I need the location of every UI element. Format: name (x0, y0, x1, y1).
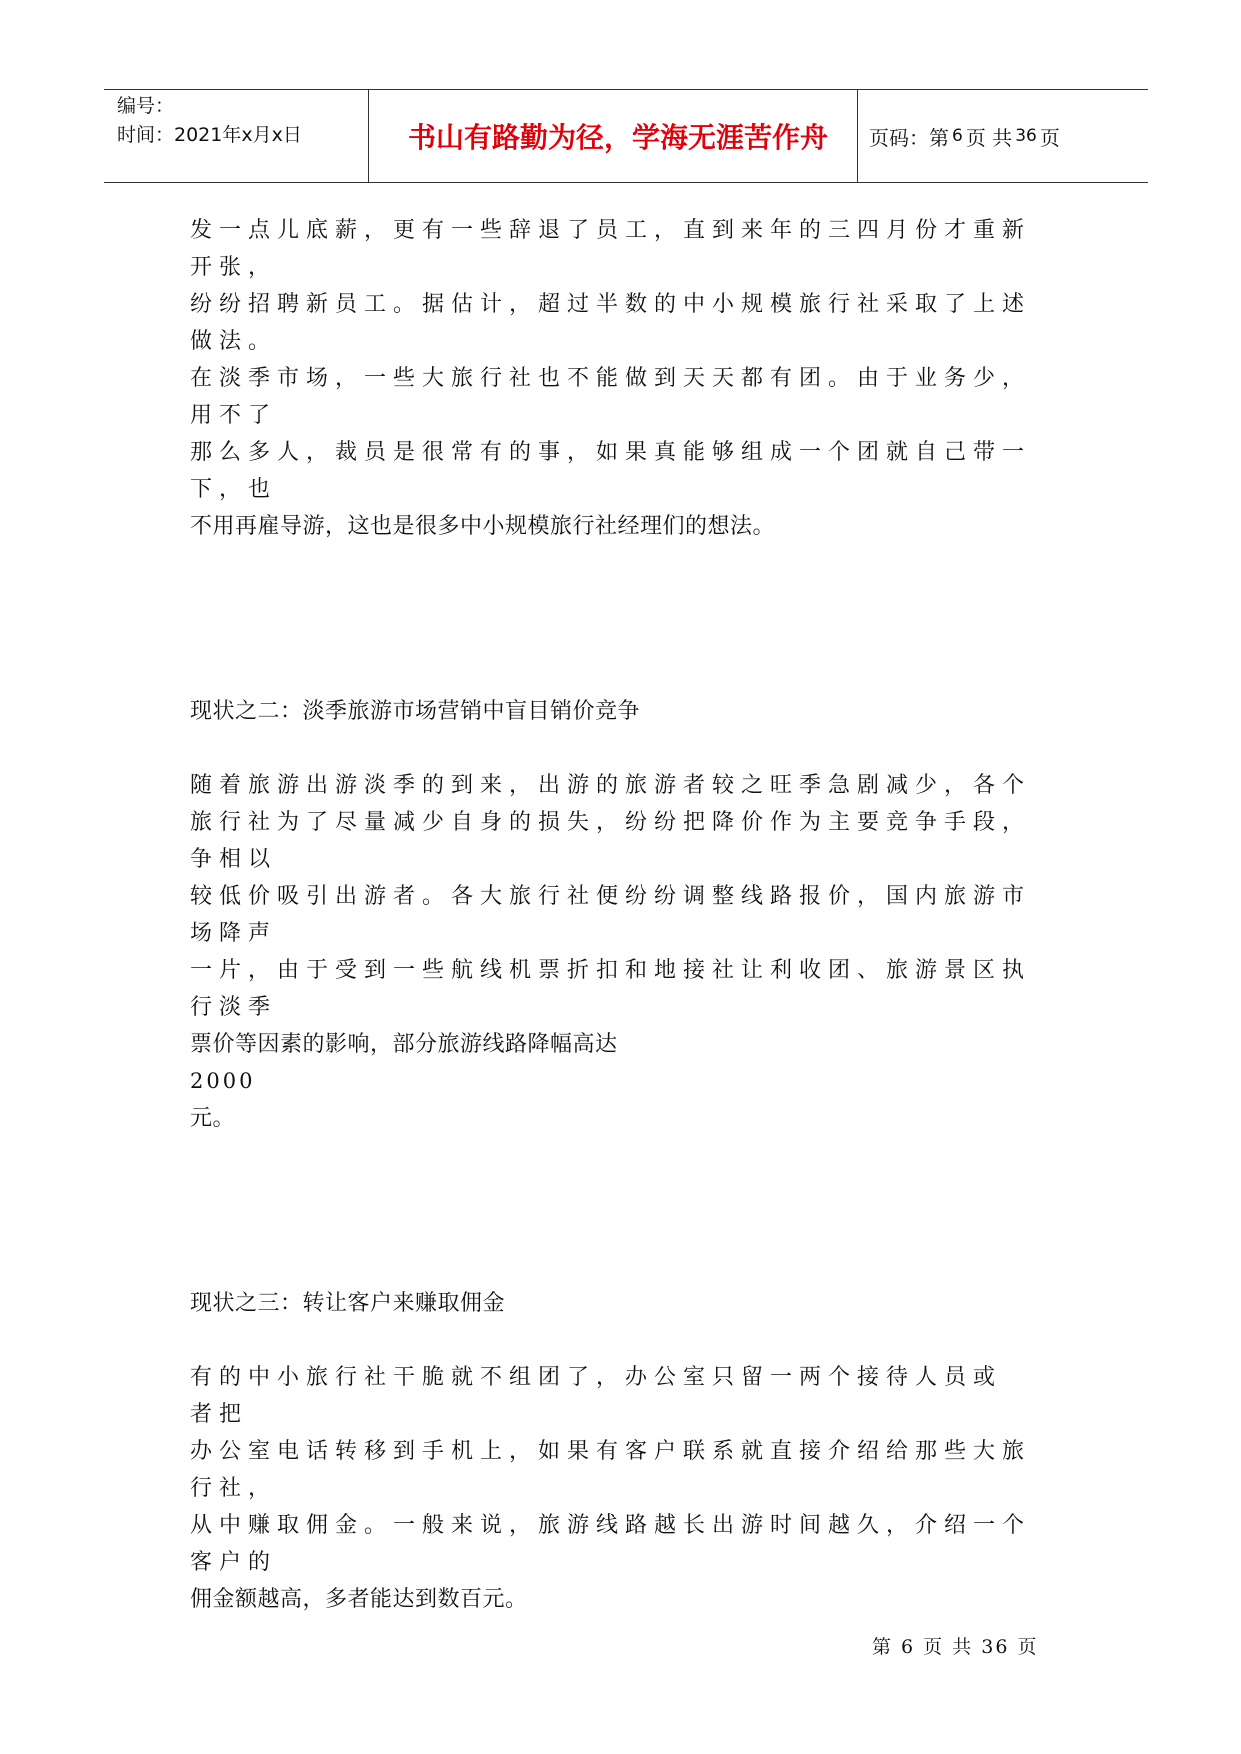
paragraph-line: 下，也 (190, 477, 278, 502)
paragraph-line: 发一点儿底薪，更有一些辞退了员工，直到来年的三四月份才重新 (190, 218, 1032, 243)
paragraph-line: 场降声 (190, 921, 278, 946)
price-unit: 元。 (190, 1106, 236, 1131)
paragraph-line: 纷纷招聘新员工。据估计，超过半数的中小规模旅行社采取了上述 (190, 292, 1032, 317)
page-current: 6 (952, 126, 963, 146)
document-number-label: 编号： (117, 95, 175, 117)
paragraph-line: 客户的 (190, 1550, 278, 1575)
price-number: 2000 (190, 1069, 256, 1093)
paragraph-line: 一片，由于受到一些航线机票折扣和地接社让利收团、旅游景区执 (190, 958, 1032, 983)
document-body (190, 212, 1065, 1618)
header-meta (117, 92, 357, 150)
paragraph-line: 佣金额越高，多者能达到数百元。 (190, 1587, 528, 1612)
paragraph-line: 不用再雇导游，这也是很多中小规模旅行社经理们的想法。 (190, 514, 776, 539)
header-divider (368, 90, 369, 182)
paragraph-line: 旅行社为了尽量减少自身的损失，纷纷把降价作为主要竞争手段， (190, 810, 1032, 835)
paragraph-line: 开张， (190, 255, 278, 280)
document-time: 时间：2021年x月x日 (117, 124, 302, 146)
section-heading: 现状之二：淡季旅游市场营销中盲目销价竞争 (190, 699, 641, 724)
page-header (104, 89, 1148, 183)
paragraph-line: 随着旅游出游淡季的到来，出游的旅游者较之旺季急剧减少，各个 (190, 773, 1032, 798)
paragraph-line: 从中赚取佣金。一般来说，旅游线路越长出游时间越久，介绍一个 (190, 1513, 1032, 1538)
page-suffix: 页 (1039, 125, 1060, 150)
paragraph-line: 有的中小旅行社干脆就不组团了，办公室只留一两个接待人员或 (190, 1365, 1003, 1390)
header-page-number (869, 90, 1060, 182)
paragraph-line: 在淡季市场，一些大旅行社也不能做到天天都有团。由于业务少， (190, 366, 1032, 391)
paragraph-line: 那么多人，裁员是很常有的事，如果真能够组成一个团就自己带一 (190, 440, 1032, 465)
paragraph-line: 行淡季 (190, 995, 278, 1020)
paragraph-line: 票价等因素的影响，部分旅游线路降幅高达 (190, 1032, 618, 1057)
paragraph-line: 办公室电话转移到手机上，如果有客户联系就直接介绍给那些大旅 (190, 1439, 1032, 1464)
page-footer: 第 6 页 共 36 页 (872, 1636, 1039, 1658)
paragraph-line: 做法。 (190, 329, 278, 354)
paragraph-line: 行社， (190, 1476, 278, 1501)
section-heading: 现状之三：转让客户来赚取佣金 (190, 1291, 506, 1316)
paragraph-line: 争相以 (190, 847, 278, 872)
page-total: 36 (1015, 126, 1037, 146)
paragraph-line: 用不了 (190, 403, 278, 428)
page-prefix: 页码：第 (869, 125, 949, 150)
header-motto: 书山有路勤为径，学海无涯苦作舟 (407, 121, 828, 154)
paragraph-line: 者把 (190, 1402, 249, 1427)
paragraph-line: 较低价吸引出游者。各大旅行社便纷纷调整线路报价，国内旅游市 (190, 884, 1032, 909)
header-divider (857, 90, 858, 182)
page-mid: 页 共 (965, 125, 1013, 150)
